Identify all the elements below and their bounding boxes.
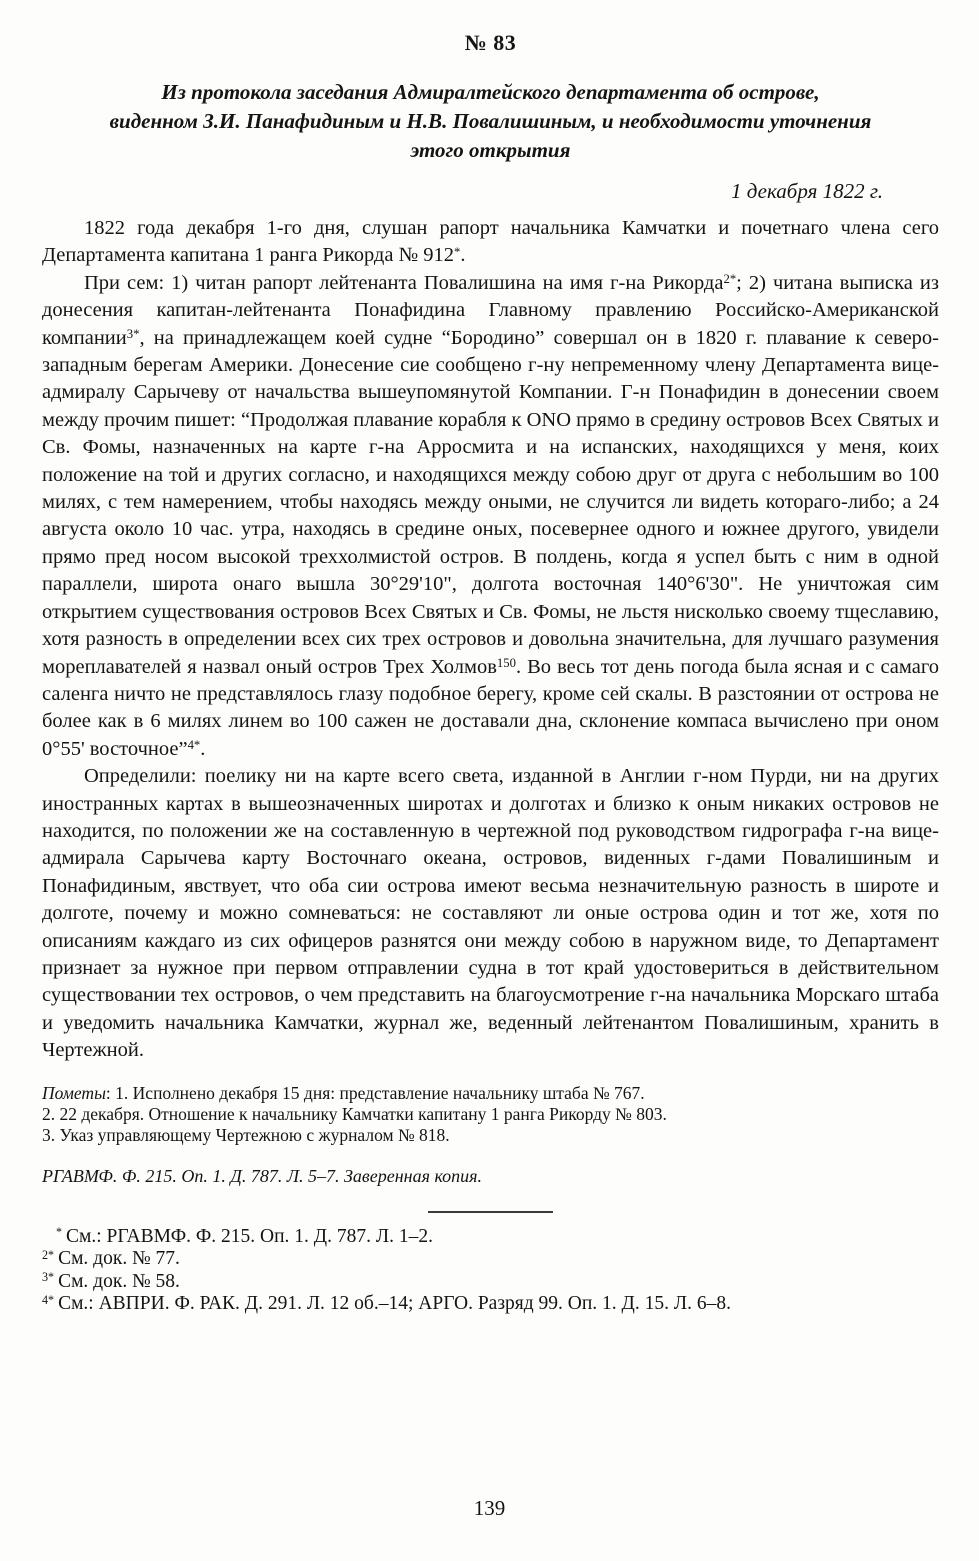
footnote-marker: 4* — [42, 1292, 55, 1307]
footnote-text: См.: РГАВМФ. Ф. 215. Оп. 1. Д. 787. Л. 1–2. — [66, 1225, 433, 1247]
document-title-line: Из протокола заседания Адмиралтейского департамента об острове, — [161, 80, 820, 104]
footnote-line — [42, 1271, 939, 1294]
footnote-line — [42, 1248, 939, 1271]
notes-line: 2. 22 декабря. Отношение к начальнику Камчатки капитану 1 ранга Рикорду № 803. — [42, 1103, 667, 1124]
document-title-line: этого открытия — [410, 138, 571, 162]
doc-number: № 83 — [464, 30, 517, 55]
footnote-marker: 2* — [42, 1247, 55, 1262]
body-paragraph: Определили: поелику ни на карте всего света, изданной в Англии г-ном Пурди, ни на других иностранных картах в вышеозначенных широтах и долготах и близко к оным никаких островов не находится, по положении же на составленную в чертежной под руководством гидрографа г-на вице-адмирала Сарычева карту Восточнаго океана, островов, виденных г-дами Повалишиным и Понафидиным, явствует, что оба сии острова имеют весьма незначительную разность в широте и долготе, почему и можно сомневаться: не составляют ли оные острова один и тот же, хотя по описаниям каждаго из сих офицеров разнятся они между собою в наружном виде, то Департамент признает за нужное при первом отправлении судна в тот край удостовериться в действительном существовании тех островов, о чем представить на благоусмотрение г-на начальника Морскаго штаба и уведомить начальника Камчатки, журнал же, веденный лейтенантом Повалишиным, хранить в Чертежной. — [42, 765, 939, 1062]
document-body — [42, 215, 939, 1065]
footnote-marker: * — [56, 1225, 63, 1240]
footnote-text: См. док. № 77. — [58, 1248, 180, 1270]
body-paragraph: При сем: 1) читан рапорт лейтенанта Повалишина на имя г-на Рикорда$^{2*}$; 2) читана выписка из донесения капитан-лейтенанта Понафидина Главному правлению Российско-Американской компании$^{3*}$, на принадлежащем коей судне “Бородино” совершал он в 1820 г. плавание к северо-западным берегам Америки. Донесение сие сообщено г-ну непременному члену Департамента вице-адмиралу Сарычеву от начальства вышеупомянутой Компании. Г-н Понафидин в донесении своем между прочим пишет: “Продолжая плавание корабля к ONO прямо в средину островов Всех Святых и Св. Фомы, назначенных на карте г-на Арросмита и на испанских, находящихся у меня, коих положение на той и других согласно, и находящихся между собою друг от друга с небольшим во 100 милях, с тем намерением, чтобы находясь между оными, не случится ли видеть котораго-либо; а 24 августа около 10 час. утра, находясь в средине оных, посевернее одного и южнее другого, увидели прямо пред носом высокой треххолмистой остров. В полдень, когда я успел быть с ним в одной параллели, широта онаго вышла 30°29'10", долгота восточная 140°6'30". Не уничтожая сим открытием существования островов Всех Святых и Св. Фомы, не льстя нисколько своему тщеславию, хотя разность в определении всех сих трех островов и довольна значительна, для лучшаго разумения мореплавателей я назвал оный остров Трех Холмов$^{150}$. Во весь тот день погода была ясная и с самаго саленга ничто не представлялось глазу подобное берегу, кроме сей скалы. В разстоянии от острова не более как в 6 милях линем во 100 сажен не доставали дна, склонение компаса вычислено при оном 0°55' восточное”$^{4*}$. — [42, 271, 939, 760]
footnotes-section — [42, 1226, 939, 1316]
document-title — [42, 78, 939, 165]
body-paragraph: 1822 года декабря 1-го дня, слушан рапорт начальника Камчатки и почетнаго члена сего Департамента капитана 1 ранга Рикорда № 912*. — [42, 217, 939, 267]
footnote-line — [42, 1293, 939, 1316]
footnote-marker: 3* — [42, 1270, 55, 1285]
archive-reference: РГАВМФ. Ф. 215. Оп. 1. Д. 787. Л. 5–7. Заверенная копия. — [42, 1165, 483, 1186]
document-title-line: виденном З.И. Панафидиным и Н.В. Повалишиным, и необходимости уточнения — [109, 109, 872, 133]
footnote-text: См. док. № 58. — [58, 1270, 180, 1292]
notes-section — [42, 1083, 939, 1146]
page-number: 139 — [473, 1496, 506, 1520]
footnote-text: См.: АВПРИ. Ф. РАК. Д. 291. Л. 12 об.–14; АРГО. Разряд 99. Оп. 1. Д. 15. Л. 6–8. — [58, 1293, 731, 1315]
notes-line: 3. Указ управляющему Чертежною с журналом № 818. — [42, 1124, 450, 1145]
notes-line: Пометы: 1. Исполнено декабря 15 дня: представление начальнику штаба № 767. — [42, 1082, 645, 1103]
footnote-line — [42, 1226, 939, 1249]
document-date: 1 декабря 1822 г. — [731, 179, 883, 203]
footnote-separator — [428, 1211, 553, 1213]
